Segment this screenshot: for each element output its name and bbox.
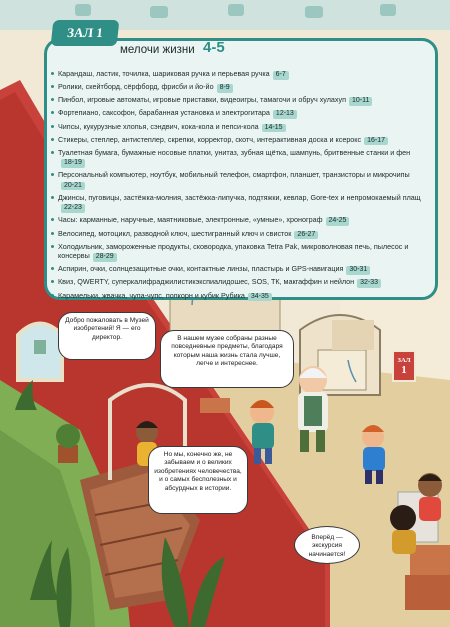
toc-item-text: Персональный компьютер, ноутбук, мобильный телефон, смартфон, планшет, транзисторы и микрочипы (58, 170, 410, 180)
toc-item-text: Стикеры, степлер, антистеплер, скрепки, корректор, скотч, интерактивная доска и ксерокс (58, 134, 362, 144)
toc-item-text: Джинсы, пуговицы, застёжка-молния, застёжка-липучка, подтяжки, кевлар, Gore-tex и непромокаемый плащ (58, 192, 421, 202)
toc-item (50, 135, 434, 146)
toc-item-pages: 32-33 (357, 279, 381, 288)
toc-item-pages: 24-25 (326, 217, 350, 226)
section-title: мелочи жизни (120, 44, 195, 56)
toc-item-text: Карандаш, ластик, точилка, шариковая ручка и перьевая ручка (58, 69, 270, 78)
toc-item-pages: 6-7 (273, 71, 289, 80)
toc-item (50, 193, 434, 213)
toc-item-text: Холодильник, замороженные продукты, сковородка, упаковка Tetra Pak, микроволновая печь, пылесос и консервы (58, 241, 409, 261)
toc-item (50, 122, 434, 133)
toc-item-pages: 26-27 (294, 231, 318, 240)
toc-item-pages: 34-35 (248, 293, 272, 302)
hall-sign-word: ЗАЛ (397, 357, 411, 364)
hall-sign (392, 350, 416, 382)
toc-item-pages: 18-19 (61, 159, 85, 168)
toc-item-pages: 20-21 (61, 182, 85, 191)
toc-item-pages: 30-31 (346, 266, 370, 275)
toc-item (50, 95, 434, 106)
toc-item-pages: 10-11 (349, 97, 372, 106)
toc-item (50, 277, 434, 288)
toc-item-text: Карамельки, жвачка, чупа-чупс, попкорн и кубик Рубика (58, 290, 245, 300)
toc-item-text: Квиз, QWERTY, суперкалифраджилистикэкспиалидошес, SOS, ТК, макгаффин и нейлон (58, 277, 355, 287)
toc-item-pages: 28-29 (93, 253, 117, 262)
toc-item-text: Пинбол, игровые автоматы, игровые приставки, видеоигры, тамагочи и обруч хулахуп (58, 95, 346, 105)
toc-item-text: Часы: карманные, наручные, маятниковые, электронные, «умные», хронограф (58, 215, 323, 225)
toc-item (50, 69, 434, 80)
speech-bubble-absurd: Но мы, конечно же, не забываем и о великих изобретениях человечества, и о самых бесполезных и абсурдных в истории. (148, 446, 248, 514)
toc-item (50, 82, 434, 93)
speech-bubble-welcome: Добро пожаловать в Музей изобретений! Я — его директор. (58, 312, 156, 360)
speech-bubble-forward: Вперёд — экскурсия начинается! (294, 526, 360, 564)
toc-item-text: Туалетная бумага, бумажные носовые платки, унитаз, зубная щётка, шампунь, бритвенные станки и фен (58, 147, 411, 157)
toc-item (50, 215, 434, 226)
hall-label: ЗАЛ 1 (51, 20, 120, 46)
hall-sign-number: 1 (401, 364, 407, 376)
toc-item (50, 170, 434, 190)
toc-item (50, 264, 434, 275)
toc-item (50, 108, 434, 119)
section-pages: 4-5 (203, 39, 225, 56)
toc-item-pages: 8-9 (217, 84, 233, 93)
speech-bubble-collected: В нашем музее собраны разные повседневные предметы, благодаря которым наша жизнь стала лучше, легче и интереснее. (160, 330, 294, 388)
toc-item-text: Чипсы, кукурузные хлопья, сэндвич, кока-кола и пепси-кола (58, 121, 259, 131)
toc-item (50, 148, 434, 168)
toc-item-text: Велосипед, мотоцикл, разводной ключ, шестигранный ключ и свисток (58, 228, 292, 238)
toc-item-text: Ролики, скейтборд, сёрфборд, фрисби и йо-йо (58, 82, 214, 92)
toc-item (50, 229, 434, 240)
toc-item-pages: 16-17 (364, 137, 388, 146)
toc-item-text: Фортепиано, саксофон, барабанная установка и электрогитара (58, 108, 270, 118)
toc-item (50, 242, 434, 262)
toc-item-pages: 22-23 (61, 204, 85, 213)
toc-item-pages: 12-13 (273, 110, 297, 119)
contents-list (50, 69, 434, 304)
toc-item-pages: 14-15 (262, 124, 286, 133)
toc-item-text: Аспирин, очки, солнцезащитные очки, контактные линзы, пластырь и GPS-навигация (58, 264, 344, 274)
toc-item (50, 291, 434, 302)
